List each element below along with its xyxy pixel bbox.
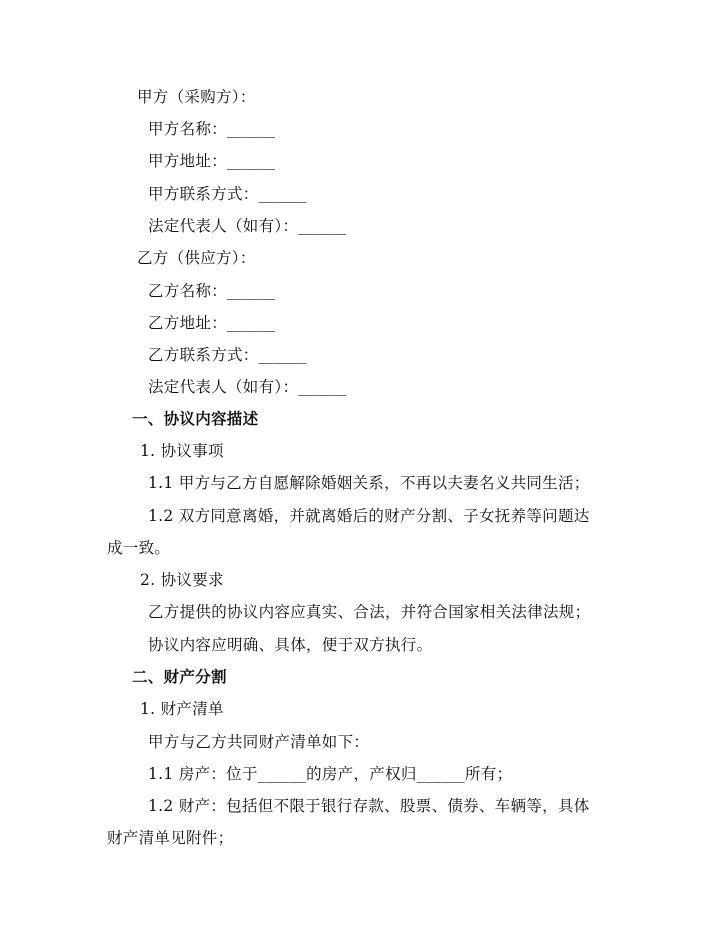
party-a-address: 甲方地址：______ <box>148 152 276 170</box>
section-1-item-1-2: 1.2 双方同意离婚，并就离婚后的财产分割、子女抚养等问题达 <box>148 507 590 525</box>
party-b-header: 乙方（供应方）： <box>137 249 256 267</box>
party-b-name: 乙方名称：______ <box>148 282 276 300</box>
section-2-item-1-title: 1. 财产清单 <box>140 700 224 718</box>
section-1-item-2-paragraph-2: 协议内容应明确、具体，便于双方执行。 <box>148 636 433 654</box>
party-a-legal-rep: 法定代表人（如有）：______ <box>148 217 347 235</box>
section-2-heading: 二、财产分割 <box>132 668 227 686</box>
section-1-item-2-title: 2. 协议要求 <box>140 571 224 589</box>
party-a-header: 甲方（采购方）： <box>137 88 256 106</box>
section-1-item-1-title: 1. 协议事项 <box>140 442 224 460</box>
section-2-item-1-2: 1.2 财产：包括但不限于银行存款、股票、债券、车辆等，具体 <box>148 797 590 815</box>
party-a-contact: 甲方联系方式：______ <box>148 185 307 203</box>
section-1-item-2-paragraph-1: 乙方提供的协议内容应真实、合法，并符合国家相关法律法规； <box>148 603 591 621</box>
section-2-item-1-1: 1.1 房产：位于______的房产，产权归______所有； <box>148 765 513 783</box>
section-2-item-1-2-continued: 财产清单见附件； <box>107 829 234 847</box>
section-2-intro: 甲方与乙方共同财产清单如下： <box>148 733 370 751</box>
party-b-address: 乙方地址：______ <box>148 314 276 332</box>
section-1-item-1-1: 1.1 甲方与乙方自愿解除婚姻关系，不再以夫妻名义共同生活； <box>148 474 590 492</box>
party-b-contact: 乙方联系方式：______ <box>148 346 307 364</box>
section-1-heading: 一、协议内容描述 <box>132 410 259 428</box>
party-a-name: 甲方名称：______ <box>148 120 276 138</box>
party-b-legal-rep: 法定代表人（如有）：______ <box>148 378 347 396</box>
section-1-item-1-2-continued: 成一致。 <box>107 539 171 557</box>
